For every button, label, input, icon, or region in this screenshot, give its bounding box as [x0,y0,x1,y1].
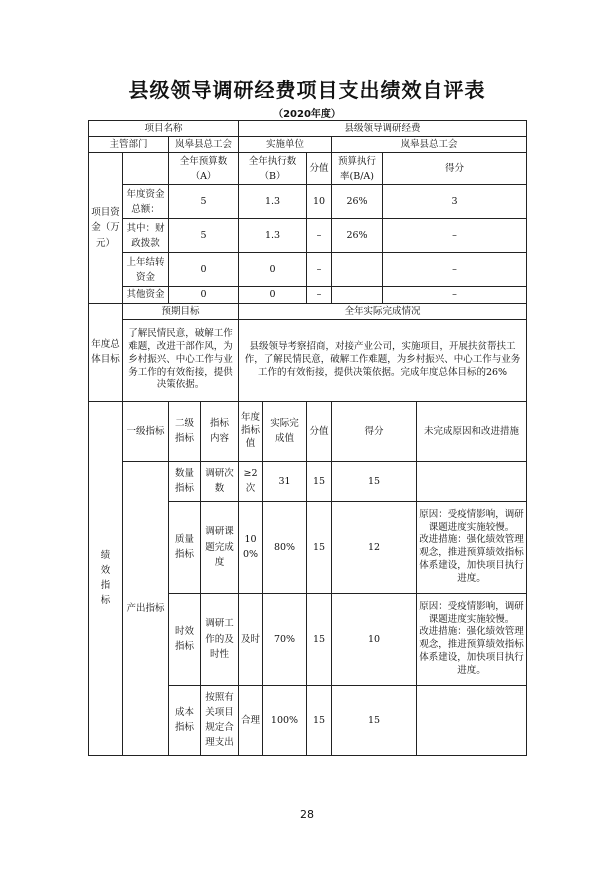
col-target: 年度 指标 值 [239,401,263,461]
funds-row-points: – [383,287,527,303]
expected-goal-text: 了解民情民意，破解工作难题，改进干部作风，为乡村振兴、中心工作与业务工作的有效衔接，提供决策依据。 [123,319,239,401]
funds-row-points: 3 [383,185,527,219]
perf-row-points: 10 [332,593,417,685]
funds-row [89,253,527,287]
funds-row-score: – [307,219,332,253]
perf-row-score: 15 [307,461,332,501]
perf-row-level2: 成本 指标 [169,685,201,755]
perf-row-target: 及时 [239,593,263,685]
col-actual: 实际完 成值 [263,401,307,461]
self-evaluation-table [88,120,527,756]
col-score: 分值 [307,153,332,185]
col-points: 得分 [383,153,527,185]
funds-row-label: 其他资金 [123,287,169,303]
col-reason: 未完成原因和改进措施 [417,401,527,461]
perf-row-level2: 时效 指标 [169,593,201,685]
perf-row-reason [417,685,527,755]
col-rate: 预算执行 率(B/A) [332,153,383,185]
actual-completion-text: 县级领导考察招商，对接产业公司，实施项目，开展扶贫帮扶工作，了解民情民意，破解工作难题，为乡村振兴、中心工作与业务工作的有效衔接，提供决策依据。完成年度总体目标的26% [239,319,527,401]
perf-row-actual: 70% [263,593,307,685]
perf-group-label: 绩 效 指 标 [89,401,123,755]
funds-row-points: – [383,253,527,287]
funds-row-rate: 26% [332,219,383,253]
funds-row-rate [332,253,383,287]
perf-row-actual: 80% [263,501,307,593]
perf-row-target: 100% [239,501,263,593]
funds-row-label: 其中：财 政拨款 [123,219,169,253]
actual-completion-label: 全年实际完成情况 [239,303,527,319]
perf-row-level2: 质量 指标 [169,501,201,593]
dept-label: 主管部门 [89,137,169,153]
funds-row-label: 上年结转 资金 [123,253,169,287]
funds-row-label: 年度资金 总额： [123,185,169,219]
funds-row-rate [332,287,383,303]
funds-row-budget: 5 [169,185,239,219]
col-level2: 二级 指标 [169,401,201,461]
perf-row-points: 15 [332,685,417,755]
funds-row-points: – [383,219,527,253]
perf-row-level2: 数量 指标 [169,461,201,501]
funds-row-score: 10 [307,185,332,219]
funds-row-score: – [307,287,332,303]
funds-row-exec: 1.3 [239,219,307,253]
col-exec: 全年执行数 （B） [239,153,307,185]
perf-row-points: 15 [332,461,417,501]
goals-group-label: 年度总 体目标 [89,303,123,401]
form-title: 县级领导调研经费项目支出绩效自评表 [128,78,486,102]
perf-row-score: 15 [307,685,332,755]
perf-row-target: 合理 [239,685,263,755]
funds-row-rate: 26% [332,185,383,219]
perf-row-content: 调研次 数 [201,461,239,501]
impl-label: 实施单位 [239,137,332,153]
perf-row-actual: 31 [263,461,307,501]
funds-group-label: 项目资 金（万 元） [89,153,123,303]
form-year: （2020年度） [273,109,341,120]
project-name-label: 项目名称 [89,121,239,137]
perf-row-target: ≥2次 [239,461,263,501]
page-number: 28 [300,808,314,821]
impl-value: 岚皋县总工会 [332,137,527,153]
expected-goal-label: 预期目标 [123,303,239,319]
dept-value: 岚皋县总工会 [169,137,239,153]
col-content: 指标 内容 [201,401,239,461]
funds-row [89,287,527,303]
funds-row-budget: 0 [169,287,239,303]
funds-row-budget: 0 [169,253,239,287]
col-budget: 全年预算数 （A） [169,153,239,185]
perf-row-reason: 原因：受疫情影响，调研课题进度实施较慢。 改进措施：强化绩效管理观念，推进预算绩效指标体系建设，加快项目执行进度。 [417,593,527,685]
funds-row [89,185,527,219]
funds-row-exec: 0 [239,253,307,287]
perf-row-score: 15 [307,501,332,593]
perf-row-score: 15 [307,593,332,685]
funds-row-budget: 5 [169,219,239,253]
perf-row-points: 12 [332,501,417,593]
col-perf-points: 得分 [332,401,417,461]
funds-row-exec: 0 [239,287,307,303]
funds-row [89,219,527,253]
col-level1: 一级指标 [123,401,169,461]
perf-row-reason: 原因：受疫情影响，调研课题进度实施较慢。 改进措施：强化绩效管理观念，推进预算绩效指标体系建设，加快项目执行进度。 [417,501,527,593]
funds-row-score: – [307,253,332,287]
perf-row [89,461,527,501]
perf-row-content: 调研课 题完成 度 [201,501,239,593]
project-name-value: 县级领导调研经费 [239,121,527,137]
level1-output: 产出指标 [123,461,169,755]
perf-row-content: 调研工 作的及 时性 [201,593,239,685]
perf-row-content: 按照有 关项目 规定合 理支出 [201,685,239,755]
funds-row-exec: 1.3 [239,185,307,219]
col-perf-score: 分值 [307,401,332,461]
perf-row-reason [417,461,527,501]
perf-row-actual: 100% [263,685,307,755]
